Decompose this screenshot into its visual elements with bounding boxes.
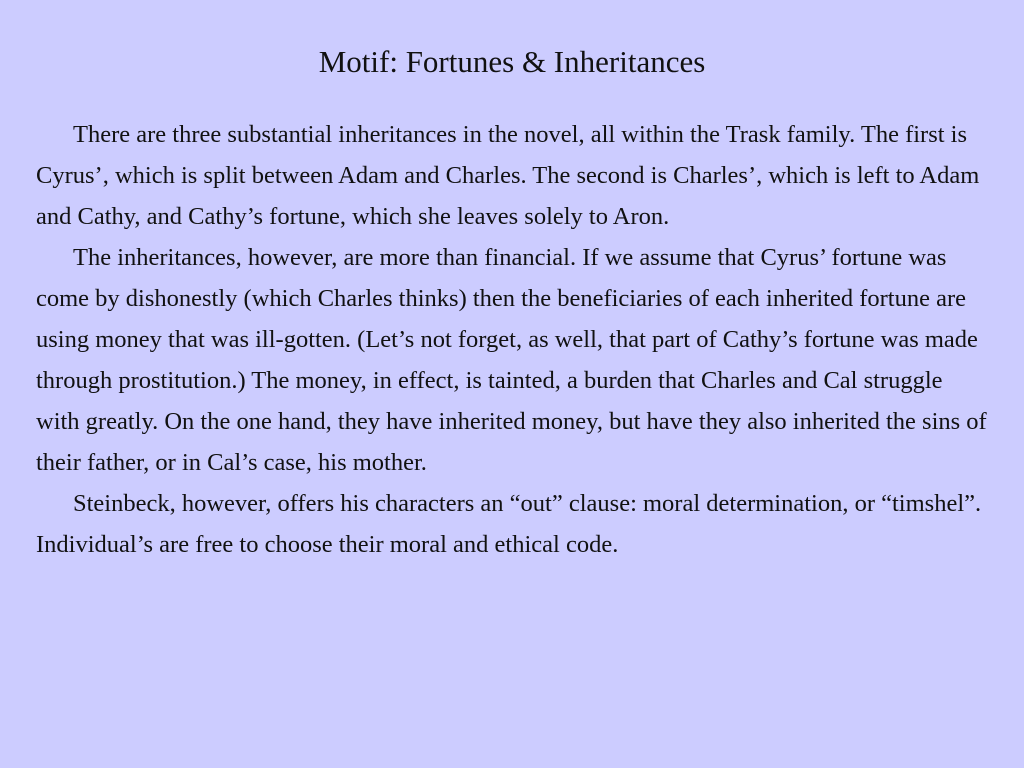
paragraph-timshel: Steinbeck, however, offers his characters an “out” clause: moral determination, or “timshel”. Individual’s are free to choose their moral and ethical code. <box>36 490 982 558</box>
slide-title: Motif: Fortunes & Inheritances <box>318 44 706 79</box>
paragraph-more-than-financial: The inheritances, however, are more than financial. If we assume that Cyrus’ fortune was come by dishonestly (which Charles thinks) then the beneficiaries of each inherited fortune are using money that was ill-gotten. (Let’s not forget, as well, that part of Cathy’s fortune was made through prostitution.) The money, in effect, is tainted, a burden that Charles and Cal struggle with greatly. On the one hand, they have inherited money, but have they also inherited the sins of their father, or in Cal’s case, his mother. <box>36 244 987 476</box>
paragraph-inheritances-overview: There are three substantial inheritances in the novel, all within the Trask family. The first is Cyrus’, which is split between Adam and Charles. The second is Charles’, which is left to Adam and Cathy, and Cathy’s fortune, which she leaves solely to Aron. <box>36 121 980 230</box>
slide-body <box>36 114 988 565</box>
